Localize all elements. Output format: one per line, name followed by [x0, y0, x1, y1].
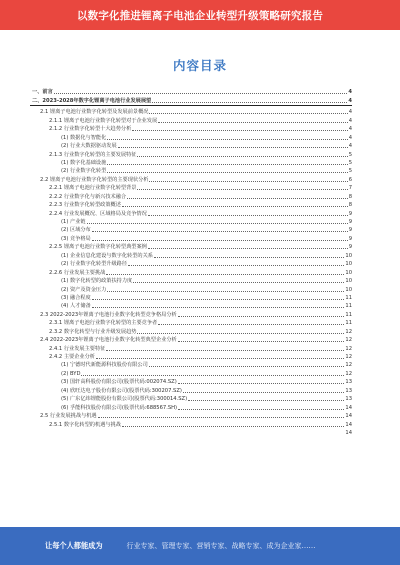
toc-entry-page: 14: [345, 413, 352, 420]
toc-entry-page: 4: [348, 143, 352, 150]
header-banner: [0, 0, 400, 30]
toc-entry[interactable]: [30, 368, 352, 376]
dot-leader: [81, 375, 344, 376]
toc-entry-label: 2.3.2 数字化转型与行业升级发展趋势: [49, 328, 137, 335]
dot-leader: [96, 358, 344, 359]
dot-leader: [107, 172, 347, 173]
table-of-contents: [30, 87, 352, 436]
toc-entry[interactable]: [30, 149, 352, 157]
dot-leader: [87, 223, 348, 224]
dot-leader: [148, 215, 348, 216]
toc-entry[interactable]: [30, 107, 352, 115]
toc-entry[interactable]: [30, 360, 352, 368]
dot-leader: [178, 341, 345, 342]
toc-entry-label: 2.4 2022-2023年锂离子电池行业数字化转型典型企业分析: [40, 337, 177, 344]
toc-entry-label: 二、2023-2028年数字化锂离子电池行业发展展望: [32, 97, 152, 104]
toc-entry[interactable]: [30, 352, 352, 360]
dot-leader: [158, 324, 344, 325]
toc-entry-page: 6: [348, 176, 352, 183]
dot-leader: [54, 93, 348, 94]
dot-leader: [98, 417, 345, 418]
toc-entry-label: (2) BYD: [61, 370, 81, 377]
toc-entry-label: 2.2.3 行业数字化转型政策概述: [49, 202, 121, 209]
toc-entry-page: 9: [348, 235, 352, 242]
toc-entry[interactable]: [30, 115, 352, 123]
dot-leader: [92, 299, 345, 300]
toc-entry-page: 12: [345, 328, 352, 335]
toc-entry-page: 5: [348, 159, 352, 166]
toc-entry[interactable]: [30, 309, 352, 317]
toc-entry-page: 11: [345, 320, 352, 327]
toc-entry-page: 10: [345, 286, 352, 293]
toc-entry-page: 5: [348, 151, 352, 158]
dot-leader: [178, 316, 345, 317]
toc-entry-page: 11: [345, 303, 352, 310]
dot-leader: [132, 130, 347, 131]
toc-entry[interactable]: [30, 276, 352, 284]
toc-entry-label: 2.1.2 行业数字化转型十大趋势分析: [49, 126, 132, 133]
dot-leader: [107, 291, 344, 292]
dot-leader: [149, 113, 347, 114]
toc-entry[interactable]: [30, 183, 352, 191]
toc-entry-page: 10: [345, 261, 352, 268]
toc-entry[interactable]: [30, 259, 352, 267]
dot-leader: [118, 147, 348, 148]
footer-slogan: 让每个人都能成为: [45, 541, 103, 550]
toc-entry-label: (5) 广东亿纬锂能股份有限公司(股票代码:300014.SZ): [61, 396, 188, 403]
toc-entry-label: 2.1.3 行业数字化转型的主要发展特征: [49, 151, 137, 158]
toc-entry-page: 12: [345, 362, 352, 369]
toc-entry-label: (3) 竞争格局: [61, 235, 91, 242]
toc-entry[interactable]: [30, 394, 352, 402]
toc-entry-label: 2.3 2022-2023年锂离子电池行业数字化转型竞争格局分析: [40, 311, 177, 318]
dot-leader: [122, 426, 344, 427]
toc-entry-label: 2.2.1 锂离子电池行业数字化转型背景: [49, 185, 137, 192]
toc-entry-page: 12: [345, 337, 352, 344]
toc-entry-page: 14: [345, 421, 352, 428]
dot-leader: [128, 265, 344, 266]
footer-banner: [0, 527, 400, 565]
toc-entry-label: 2.5 行业发展挑战与机遇: [40, 413, 97, 420]
toc-entry-label: (4) 欣旺达电子股份有限公司(股票代码:300207.SZ): [61, 387, 182, 394]
toc-entry-label: 2.3.1 锂离子电池行业数字化转型的主要竞争者: [49, 320, 158, 327]
toc-entry-page: 4: [348, 97, 352, 104]
toc-entry-label: 一、前言: [32, 89, 53, 96]
toc-entry-label: (2) 行业数字化转型: [61, 168, 107, 175]
toc-entry[interactable]: [30, 377, 352, 385]
toc-entry-label: (1) 宁德时代新能源科技股份有限公司: [61, 362, 148, 369]
toc-entry[interactable]: [30, 87, 352, 95]
toc-entry[interactable]: [30, 208, 352, 216]
dot-leader: [158, 122, 347, 123]
toc-entry-page: 9: [348, 244, 352, 251]
toc-entry[interactable]: [30, 191, 352, 199]
toc-entry-label: (2) 区域分布: [61, 227, 91, 234]
toc-entry-page: 10: [345, 269, 352, 276]
dot-leader: [133, 282, 344, 283]
dot-leader: [92, 231, 348, 232]
toc-entry[interactable]: [30, 174, 352, 182]
toc-entry-label: (2) 资产及资金压力: [61, 286, 107, 293]
toc-heading: 内容目录: [172, 58, 227, 73]
dot-leader: [92, 240, 348, 241]
toc-entry[interactable]: [30, 402, 352, 410]
toc-entry-page: 9: [348, 219, 352, 225]
section-rule: [30, 105, 352, 106]
dot-leader: [92, 307, 345, 308]
toc-entry[interactable]: [30, 385, 352, 393]
toc-entry-page: 4: [348, 89, 352, 96]
toc-entry[interactable]: [30, 132, 352, 140]
toc-entry-label: 2.2 锂离子电池行业数字化转型的主要现状分析: [40, 176, 149, 183]
toc-entry-label: 2.2.2 行业数字化与新兴技术融合: [49, 193, 127, 200]
dot-leader: [127, 198, 348, 199]
toc-entry[interactable]: [30, 301, 352, 309]
toc-entry[interactable]: [30, 200, 352, 208]
toc-entry-page: 12: [345, 345, 352, 352]
toc-entry-label: 2.2.5 锂离子电池行业数字化转型典型案例: [49, 244, 147, 251]
toc-entry-page: 10: [345, 278, 352, 285]
toc-entry[interactable]: [30, 267, 352, 275]
toc-entry-label: (1) 数据化与智能化: [61, 134, 107, 141]
dot-leader: [122, 206, 348, 207]
toc-entry-page: 12: [345, 370, 352, 377]
dot-leader: [137, 189, 347, 190]
dot-leader: [178, 409, 344, 410]
toc-entry-page: 13: [345, 387, 352, 394]
toc-entry[interactable]: [30, 411, 352, 419]
toc-entry-label: (2) 行业数字化转型升级路径: [61, 261, 128, 268]
toc-entry[interactable]: [30, 124, 352, 132]
dot-leader: [183, 392, 344, 393]
toc-entry-label: (2) 行业大数据驱动发展: [61, 143, 117, 150]
toc-entry-label: (1) 产业链: [61, 219, 86, 225]
toc-entry-page: 11: [345, 311, 352, 318]
toc-entry-page: 9: [348, 227, 352, 234]
toc-entry-label: 2.2.4 行业发展概况、区域格局及竞争情况: [49, 210, 147, 217]
toc-entry[interactable]: [30, 233, 352, 241]
toc-entry-page: 12: [345, 354, 352, 360]
toc-entry[interactable]: [30, 318, 352, 326]
toc-entry-page: 4: [348, 117, 352, 124]
dot-leader: [154, 257, 344, 258]
toc-entry[interactable]: [30, 293, 352, 301]
toc-entry[interactable]: [30, 217, 352, 225]
dot-leader: [137, 333, 344, 334]
toc-entry[interactable]: [30, 284, 352, 292]
toc-entry-label: (1) 数字化基础设施: [61, 159, 107, 166]
toc-entry[interactable]: [30, 242, 352, 250]
toc-entry-label: (3) 国轩高科股份有限公司(股票代码:002074.SZ): [61, 379, 177, 386]
dot-leader: [107, 164, 347, 165]
toc-entry[interactable]: [30, 158, 352, 166]
toc-entry-page: 10: [345, 252, 352, 259]
toc-entry[interactable]: [30, 225, 352, 233]
dot-leader: [188, 400, 344, 401]
toc-trailing-row: [30, 428, 352, 436]
toc-entry[interactable]: [30, 141, 352, 149]
toc-entry-page: 5: [348, 168, 352, 175]
toc-entry-page: 14: [345, 404, 352, 411]
dot-leader: [106, 350, 344, 351]
toc-entry-page: 9: [348, 210, 352, 217]
dot-leader: [149, 366, 345, 367]
toc-entry-label: (1) 企业信息化建设与数字化转型的关系: [61, 252, 153, 259]
toc-entry-label: (3) 融合程度: [61, 294, 91, 301]
dot-leader: [178, 383, 345, 384]
toc-entry[interactable]: [30, 326, 352, 334]
dot-leader: [107, 139, 347, 140]
toc-entry-label: 2.4.2 主要企业分析: [49, 354, 95, 360]
toc-entry-label: 2.2.6 行业发展主要挑战: [49, 269, 106, 276]
toc-entry-label: 2.4.1 行业发展主要特征: [49, 345, 106, 352]
toc-entry-page: 4: [348, 126, 352, 133]
toc-entry-page: 7: [348, 185, 352, 192]
toc-entry[interactable]: [30, 95, 352, 103]
toc-entry-page: 13: [345, 379, 352, 386]
dot-leader: [152, 102, 347, 103]
toc-entry-label: 2.1.1 锂离子电池行业数字化转型对于企业发展: [49, 117, 158, 124]
toc-entry[interactable]: [30, 335, 352, 343]
toc-entry-label: (4) 人才储备: [61, 303, 91, 310]
dot-leader: [148, 248, 348, 249]
toc-entry[interactable]: [30, 343, 352, 351]
report-title: 以数字化推进锂离子电池企业转型升级策略研究报告: [76, 9, 324, 22]
toc-entry[interactable]: [30, 166, 352, 174]
toc-entry[interactable]: [30, 419, 352, 427]
dot-leader: [106, 274, 344, 275]
dot-leader: [149, 181, 347, 182]
toc-entry-page: 11: [345, 294, 352, 301]
toc-entry-label: 2.1 锂离子电池行业数字化转型及发展前景概况: [40, 109, 149, 116]
toc-entry-page: 8: [348, 193, 352, 200]
toc-entry-page: 4: [348, 134, 352, 141]
dot-leader: [137, 156, 347, 157]
toc-entry-page: 13: [345, 396, 352, 403]
toc-entry[interactable]: [30, 250, 352, 258]
toc-entry-page: 8: [348, 202, 352, 209]
toc-entry-page: 4: [348, 109, 352, 116]
toc-entry-label: (6) 孚能科技股份有限公司(股票代码:688567.SH): [61, 404, 178, 411]
toc-entry-page: 14: [345, 429, 352, 436]
toc-entry-label: 2.5.1 数字化转型的机遇与挑战: [49, 421, 121, 428]
toc-entry-label: (1) 数字化转型的政策扶持力度: [61, 278, 133, 285]
footer-tagline: 行业专家、管理专家、营销专家、战略专家、成为企业家……: [126, 542, 316, 550]
